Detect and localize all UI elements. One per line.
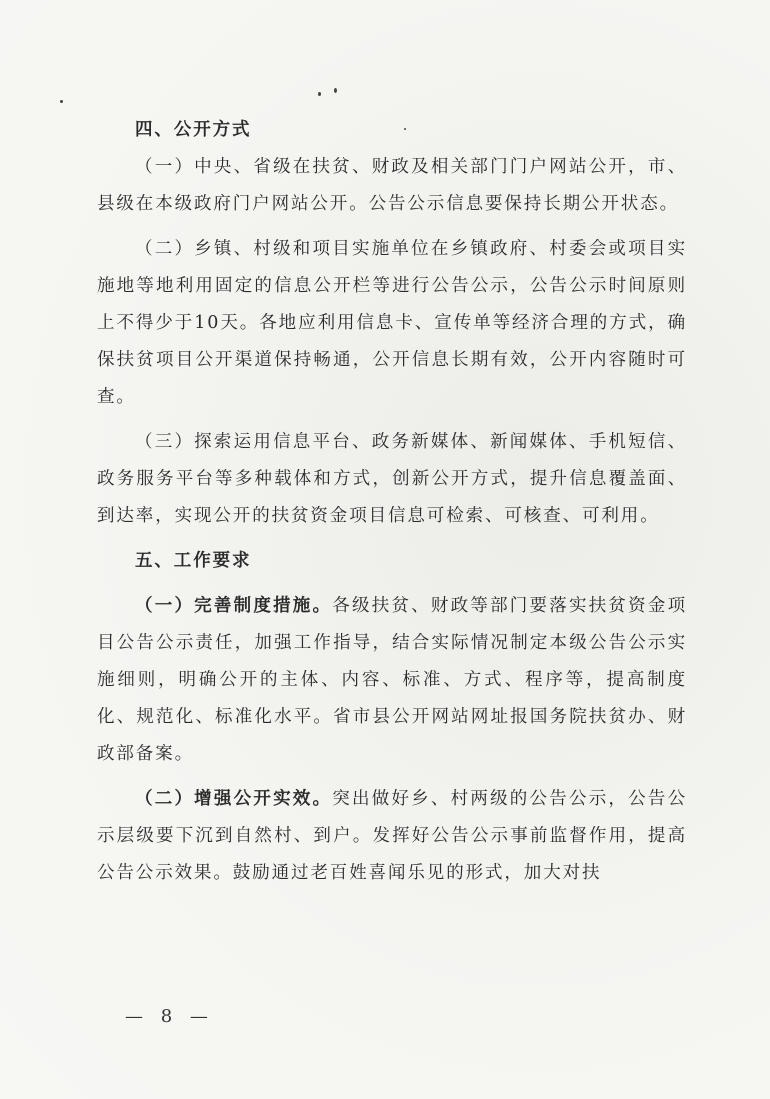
paragraph-text: 突出做好乡、村两级的公告公示，公告公示层级要下沉到自然村、到户。发挥好公告公示事前监督作用，提高公告公示效果。鼓励通过老百姓喜闻乐见的形式，加大对扶 <box>97 789 688 883</box>
scan-speck <box>60 100 63 103</box>
paragraph: （一）中央、省级在扶贫、财政及相关部门门户网站公开，市、县级在本级政府门户网站公开。公告公示信息要保持长期公开状态。 <box>97 157 687 214</box>
scan-speck <box>318 92 321 96</box>
scan-speck <box>334 88 337 93</box>
paragraph-text: 各级扶贫、财政等部门要落实扶贫资金项目公告公示责任，加强工作指导，结合实际情况制定本级公告公示实施细则，明确公开的主体、内容、标准、方式、程序等，提高制度化、规范化、标准化水平。省市县公开网站网址报国务院扶贫办、财政部备案。 <box>97 596 688 764</box>
paragraph: （二）乡镇、村级和项目实施单位在乡镇政府、村委会或项目实施地等地利用固定的信息公开栏等进行公告公示，公告公示时间原则上不得少于10天。各地应利用信息卡、宣传单等经济合理的方式，确保扶贫项目公开渠道保持畅通，公开信息长期有效，公开内容随时可查。 <box>97 239 687 407</box>
page-number: — 8 — <box>125 1006 214 1027</box>
paragraph-lead: （二）增强公开实效。 <box>135 789 333 809</box>
paragraph <box>97 588 687 773</box>
section-heading: 五、工作要求 <box>135 551 252 571</box>
paragraph <box>97 781 687 892</box>
paragraph: （三）探索运用信息平台、政务新媒体、新闻媒体、手机短信、政务服务平台等多种载体和方式，创新公开方式，提升信息覆盖面、到达率，实现公开的扶贫资金项目信息可检索、可核查、可利用。 <box>97 432 687 526</box>
section-heading: 四、公开方式 <box>135 120 252 140</box>
document-body <box>97 112 687 892</box>
paragraph-lead: （一）完善制度措施。 <box>135 596 333 616</box>
